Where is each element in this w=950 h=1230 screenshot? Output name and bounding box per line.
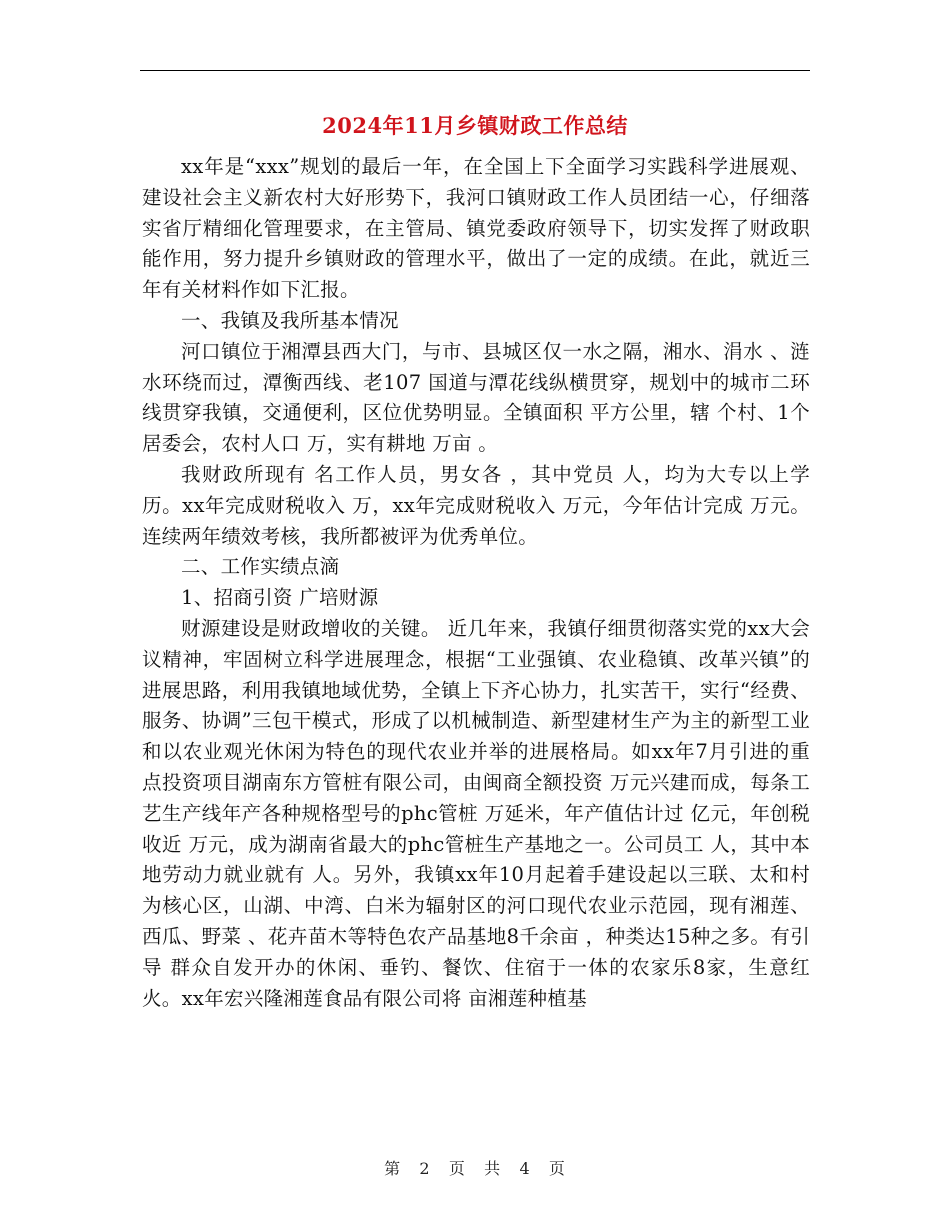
section-heading-basic-situation: 一、我镇及我所基本情况: [181, 308, 399, 332]
paragraph-revenue-sources: 财源建设是财政增收的关键。 近几年来，我镇仔细贯彻落实党的xx大会议精神，牢固树立科学进展理念，根据“工业强镇、农业稳镇、改革兴镇”的进展思路，利用我镇地域优势，全镇上下齐心协力，扎实苦干，实行“经费、服务、协调”三包干模式，形成了以机械制造、新型建材生产为主的新型工业和以农业观光休闲为特色的现代农业并举的进展格局。如xx年7月引进的重点投资项目湖南东方管桩有限公司，由闽商全额投资 万元兴建而成，每条工艺生产线年产各种规格型号的phc管桩 万延米，年产值估计过 亿元，年创税收近 万元，成为湖南省最大的phc管桩生产基地之一。公司员工 人，其中本地劳动力就业就有 人。另外，我镇xx年10月起着手建设起以三联、太和村为核心区，山湖、中湾、白米为辐射区的河口现代农业示范园，现有湘莲、西瓜、野菜 、花卉苗木等特色农产品基地8千余亩 ，种类达15种之多。有引导 群众自发开办的休闲、垂钓、餐饮、住宿于一体的农家乐8家，生意红火。xx年宏兴隆湘莲食品有限公司将 亩湘莲种植基: [142, 616, 810, 1010]
footer-label-total-unit: 页: [548, 1159, 566, 1178]
footer-label-page-unit: 页: [448, 1159, 466, 1178]
document-title: 2024年11月乡镇财政工作总结: [322, 113, 628, 138]
paragraph-town-overview: 河口镇位于湘潭县西大门，与市、县城区仅一水之隔，湘水、涓水 、涟水环绕而过，潭衡西线、老107 国道与潭花线纵横贯穿，规划中的城市二环线贯穿我镇，交通便利，区位优势明显。全镇面积 平方公里，辖 个村、1个居委会，农村人口 万，实有耕地 万亩 。: [142, 339, 810, 456]
section-heading-achievements: 二、工作实绩点滴: [181, 555, 340, 579]
footer-current-page: 2: [419, 1159, 431, 1178]
footer-label-total: 共: [484, 1159, 502, 1178]
footer-label-page: 第: [384, 1159, 402, 1178]
footer-total-pages: 4: [519, 1159, 531, 1178]
paragraph-intro: xx年是“xxx”规划的最后一年，在全国上下全面学习实践科学进展观、建设社会主义新农村大好形势下，我河口镇财政工作人员团结一心，仔细落实省厅精细化管理要求，在主管局、镇党委政府领导下，切实发挥了财政职能作用，努力提升乡镇财政的管理水平，做出了一定的成绩。在此，就近三年有关材料作如下汇报。: [142, 155, 810, 302]
paragraph-finance-office: 我财政所现有 名工作人员，男女各 ，其中党员 人，均为大专以上学历。xx年完成财税收入 万，xx年完成财税收入 万元，今年估计完成 万元。连续两年绩效考核，我所都被评为优秀单位。: [142, 462, 810, 548]
page-footer: [0, 1156, 950, 1179]
document-body: [142, 152, 810, 1014]
subsection-heading-investment: 1、招商引资 广培财源: [181, 586, 379, 610]
header-rule: [140, 70, 810, 71]
